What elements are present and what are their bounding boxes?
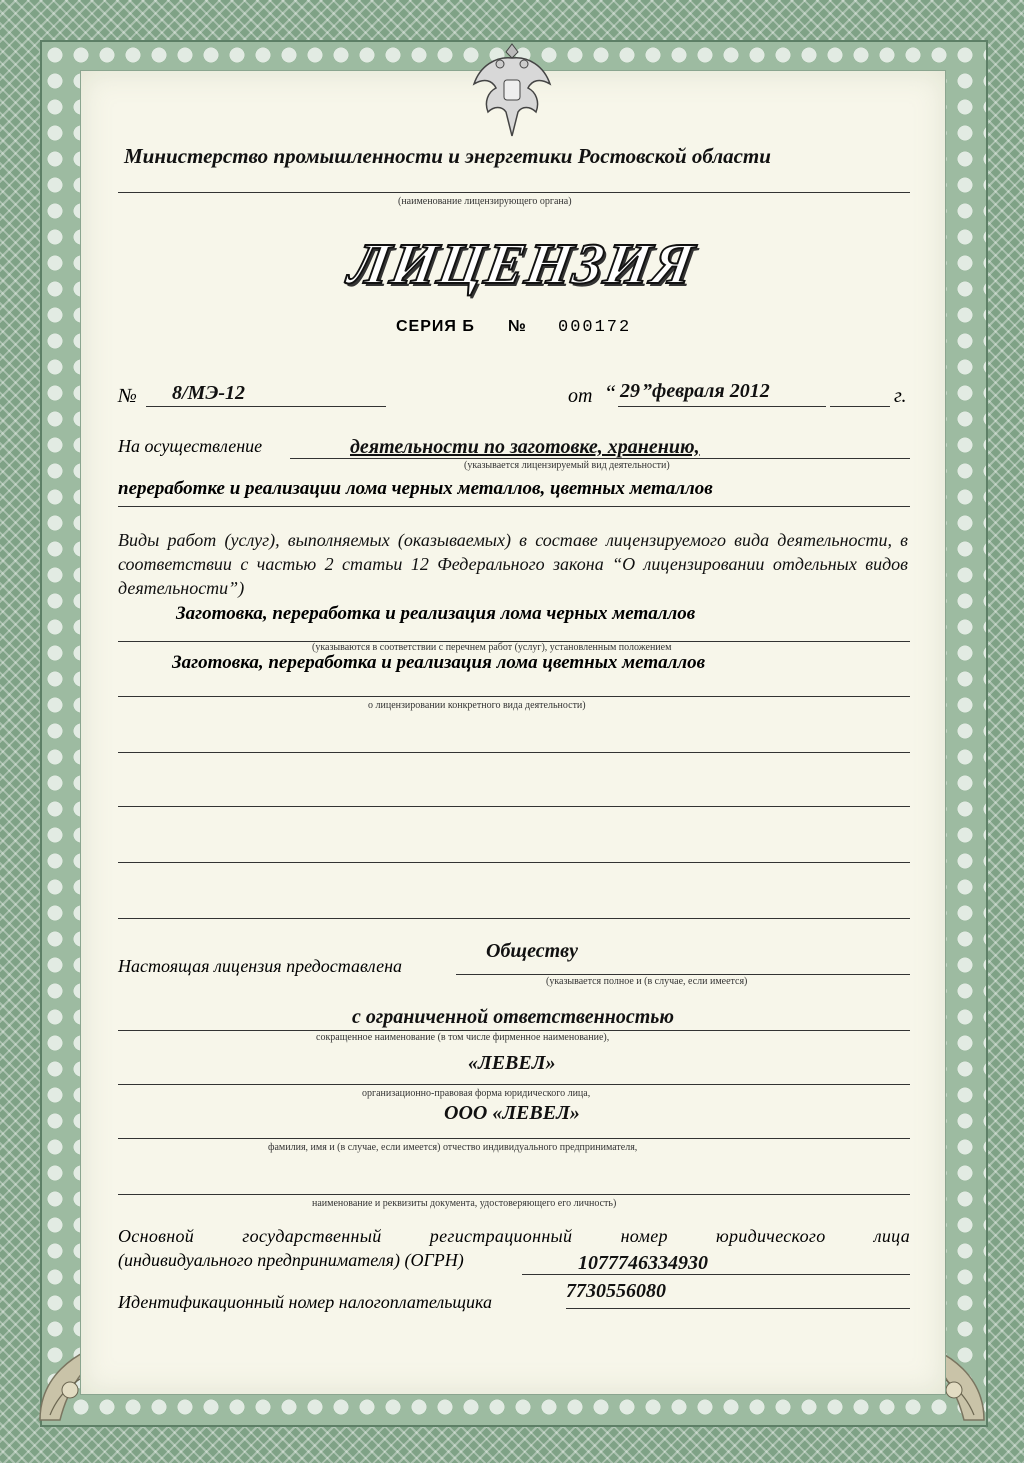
works-paragraph: Виды работ (услуг), выполняемых (оказываемых) в составе лицензируемого вида деятельности, в соответствии с частью 2 статьи 12 Федерального закона “О лицензировании отдельных видов деятельности”) bbox=[118, 530, 908, 598]
ogrn-label-line2: (индивидуального предпринимателя) (ОГРН) bbox=[118, 1250, 464, 1270]
granted-hint-3: организационно-правовая форма юридического лица, bbox=[362, 1088, 591, 1099]
date-quote-open: “ bbox=[604, 380, 617, 405]
date-day: 29 bbox=[620, 380, 640, 402]
granted-value-1: Обществу bbox=[486, 940, 578, 962]
series-label: СЕРИЯ Б bbox=[396, 318, 475, 335]
series-number-sign: № bbox=[508, 318, 527, 335]
activity-label: На осуществление bbox=[118, 436, 263, 456]
work-item-1: Заготовка, переработка и реализация лома черных металлов bbox=[176, 603, 696, 624]
granted-label: Настоящая лицензия предоставлена bbox=[118, 956, 403, 976]
granted-line-2 bbox=[118, 1030, 910, 1031]
granted-line-4 bbox=[118, 1138, 910, 1139]
granted-value-3: «ЛЕВЕЛ» bbox=[468, 1052, 556, 1074]
ogrn-label-line1: Основной государственный регистрационный номер юридического лица bbox=[118, 1226, 910, 1246]
date-month-year: ”февраля 2012 bbox=[642, 380, 770, 402]
series-number: 000172 bbox=[558, 318, 632, 337]
activity-value-line1: деятельности по заготовке, хранению, bbox=[350, 436, 700, 458]
work-item-2: Заготовка, переработка и реализация лома цветных металлов bbox=[172, 652, 706, 673]
ministry-name: Министерство промышленности и энергетики Ростовской области bbox=[124, 144, 771, 168]
granted-hint-1: (указывается полное и (в случае, если имеется) bbox=[546, 976, 748, 987]
inn-label: Идентификационный номер налогоплательщика bbox=[118, 1292, 492, 1312]
granted-line-5 bbox=[118, 1194, 910, 1195]
granted-hint-5: наименование и реквизиты документа, удостоверяющего его личность) bbox=[312, 1198, 617, 1209]
blank-line bbox=[118, 806, 910, 807]
coat-of-arms-icon bbox=[466, 36, 558, 146]
granted-line-1 bbox=[456, 974, 910, 975]
license-number: 8/МЭ-12 bbox=[172, 382, 246, 404]
blank-line bbox=[118, 752, 910, 753]
works-hint-1: (указываются в соответствии с перечнем работ (услуг), установленным положением bbox=[312, 642, 672, 653]
blank-line bbox=[118, 918, 910, 919]
inn-value: 7730556080 bbox=[566, 1280, 666, 1302]
works-hint-2: о лицензировании конкретного вида деятельности) bbox=[368, 700, 586, 711]
inn-line bbox=[566, 1308, 910, 1309]
granted-value-2: с ограниченной ответственностью bbox=[352, 1006, 674, 1028]
activity-line2 bbox=[118, 506, 910, 507]
activity-hint: (указывается лицензируемый вид деятельности) bbox=[464, 460, 670, 471]
granted-line-3 bbox=[118, 1084, 910, 1085]
year-suffix: г. bbox=[894, 385, 907, 407]
license-number-line bbox=[146, 406, 386, 407]
date-from-label: от bbox=[568, 385, 593, 407]
blank-line bbox=[118, 862, 910, 863]
date-line bbox=[618, 406, 826, 407]
granted-hint-2: сокращенное наименование (в том числе фирменное наименование), bbox=[316, 1032, 610, 1043]
ministry-hint: (наименование лицензирующего органа) bbox=[398, 196, 572, 207]
granted-hint-4: фамилия, имя и (в случае, если имеется) отчество индивидуального предпринимателя, bbox=[268, 1142, 638, 1153]
works-line-2 bbox=[118, 696, 910, 697]
license-number-label: № bbox=[118, 385, 137, 407]
activity-value-line2: переработке и реализации лома черных металлов, цветных металлов bbox=[118, 478, 713, 499]
ministry-line bbox=[118, 192, 910, 193]
ogrn-value: 1077746334930 bbox=[578, 1252, 708, 1274]
granted-value-4: ООО «ЛЕВЕЛ» bbox=[444, 1102, 580, 1124]
year-line bbox=[830, 406, 890, 407]
license-title: ЛИЦЕНЗИЯ bbox=[344, 231, 701, 296]
